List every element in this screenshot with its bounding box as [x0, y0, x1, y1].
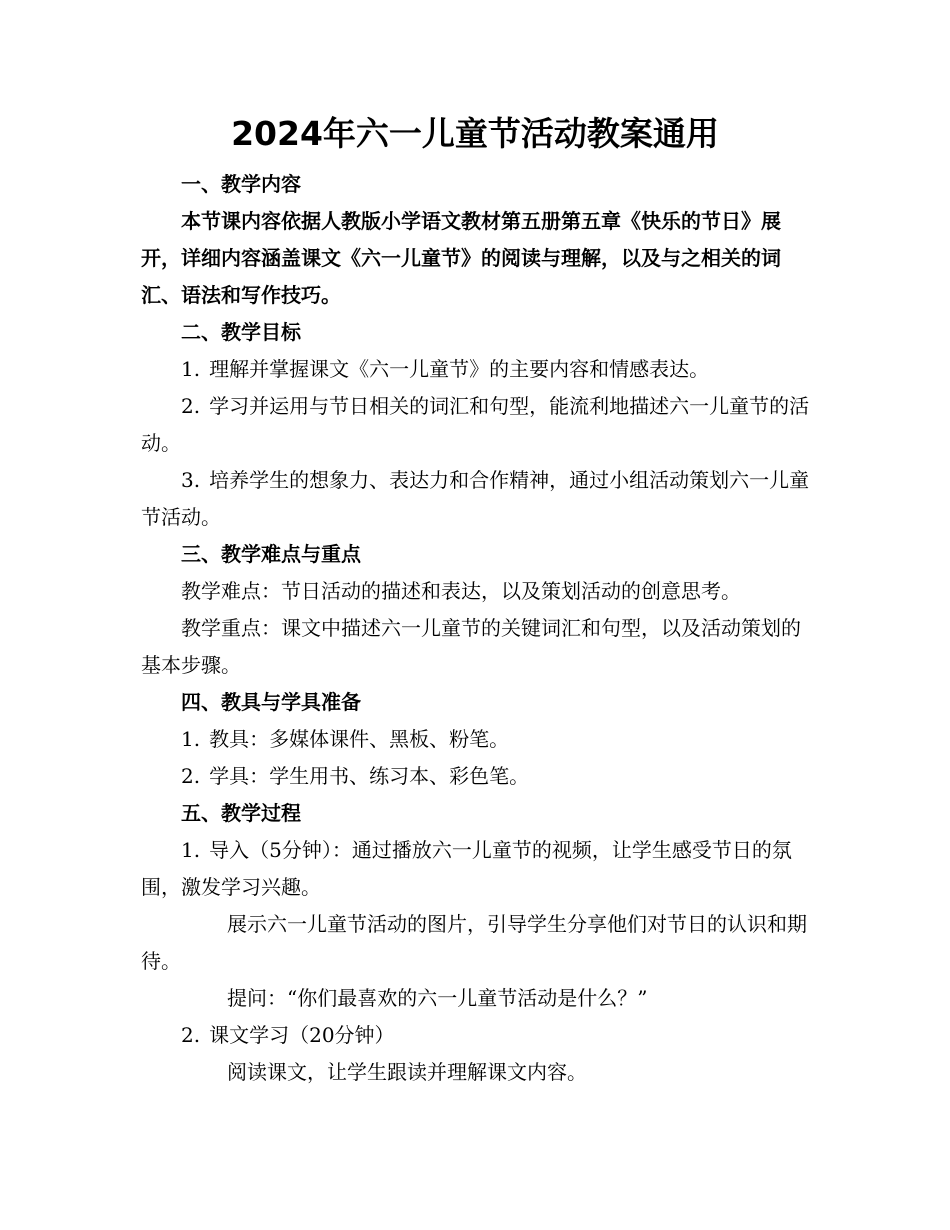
paragraph: 教学重点：课文中描述六一儿童节的关键词汇和句型，以及活动策划的基本步骤。	[141, 616, 801, 677]
paragraph: 本节课内容依据人教版小学语文教材第五册第五章《快乐的节日》展开，详细内容涵盖课文《六一儿童节》的阅读与理解，以及与之相关的词汇、语法和写作技巧。	[141, 209, 781, 307]
section-heading: 五、教学过程	[181, 801, 301, 825]
document-body	[141, 166, 811, 1091]
item-number: 2.	[181, 394, 201, 418]
list-item	[141, 462, 811, 536]
list-item	[141, 832, 811, 906]
section-heading: 四、教具与学具准备	[181, 690, 361, 714]
section-heading: 三、教学难点与重点	[181, 542, 361, 566]
item-text: 导入（5分钟）：通过播放六一儿童节的视频，让学生感受节日的氛围，激发学习兴趣。	[141, 838, 792, 899]
paragraph: 教学难点：节日活动的描述和表达，以及策划活动的创意思考。	[181, 579, 741, 603]
list-item	[141, 758, 811, 795]
item-number: 1.	[181, 357, 201, 381]
list-item	[141, 1017, 811, 1054]
item-text: 学习并运用与节日相关的词汇和句型，能流利地描述六一儿童节的活动。	[141, 394, 810, 455]
list-item	[141, 351, 811, 388]
sub-paragraph: 阅读课文，让学生跟读并理解课文内容。	[227, 1060, 587, 1084]
item-text: 学具：学生用书、练习本、彩色笔。	[209, 764, 530, 788]
item-text: 培养学生的想象力、表达力和合作精神，通过小组活动策划六一儿童节活动。	[141, 468, 810, 529]
item-number: 1.	[181, 727, 201, 751]
section-heading: 一、教学内容	[181, 172, 301, 196]
document-title: 2024年六一儿童节活动教案通用	[231, 114, 719, 153]
list-item	[141, 721, 811, 758]
sub-paragraph: 展示六一儿童节活动的图片，引导学生分享他们对节日的认识和期待。	[141, 912, 807, 973]
item-number: 1.	[181, 838, 201, 862]
item-text: 教具：多媒体课件、黑板、粉笔。	[209, 727, 510, 751]
list-item	[141, 388, 811, 462]
section-heading: 二、教学目标	[181, 320, 301, 344]
sub-paragraph: 提问：“你们最喜欢的六一儿童节活动是什么？”	[227, 986, 648, 1010]
item-number: 2.	[181, 1023, 201, 1047]
item-text: 课文学习（20分钟）	[209, 1023, 395, 1047]
item-number: 3.	[181, 468, 201, 492]
item-text: 理解并掌握课文《六一儿童节》的主要内容和情感表达。	[209, 357, 710, 381]
item-number: 2.	[181, 764, 201, 788]
